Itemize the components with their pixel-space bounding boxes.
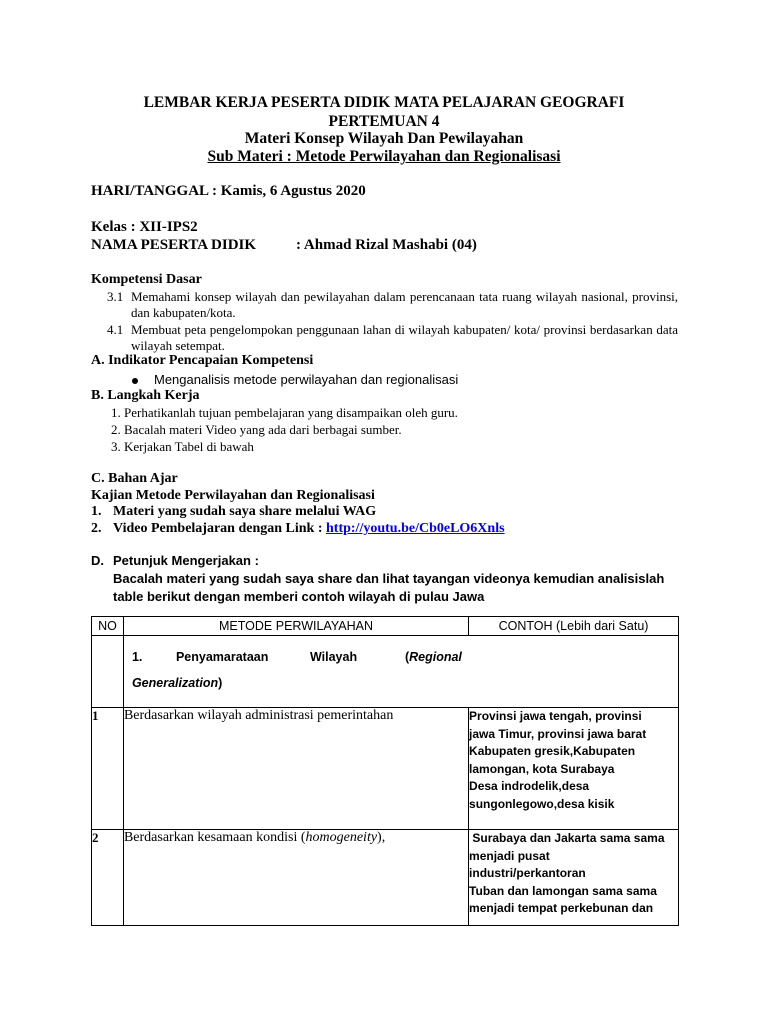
nama-value: : Ahmad Rizal Mashabi (04) (296, 237, 477, 253)
row-1-contoh-line: Desa indrodelik,desa (469, 779, 590, 793)
langkah-item-3: 3. Kerjakan Tabel di bawah (111, 439, 254, 454)
kompetensi-heading: Kompetensi Dasar (91, 272, 202, 287)
table-row (92, 830, 679, 926)
langkah-item-2: 2. Bacalah materi Video yang ada dari berbagai sumber. (111, 422, 402, 437)
row-1-contoh-line: Provinsi jawa tengah, provinsi (469, 709, 642, 723)
section-no-cell (92, 636, 124, 708)
section-num: 1. (131, 650, 143, 664)
header-metode: METODE PERWILAYAHAN (123, 617, 468, 636)
section-word-1: Penyamarataan (175, 650, 269, 664)
row-2-contoh-line: menjadi pusat (469, 848, 550, 863)
header-no: NO (92, 617, 124, 636)
row-2-metode-italic: homogeneity (305, 830, 378, 845)
row-2-no: 2 (92, 830, 124, 926)
indikator-text: Menganalisis metode perwilayahan dan regionalisasi (154, 372, 459, 387)
title-line-2: PERTEMUAN 4 (328, 113, 440, 130)
nama-label: NAMA PESERTA DIDIK (91, 237, 257, 253)
row-1-contoh-line: sungonlegowo,desa kisik (469, 796, 615, 811)
bahan-subheading: Kajian Metode Perwilayahan dan Regionalisasi (91, 488, 375, 503)
row-1-metode: Berdasarkan wilayah administrasi pemerintahan (123, 708, 468, 830)
petunjuk-text-1: Bacalah materi yang sudah saya share dan lihat tayangan videonya kemudian analisislah (113, 571, 665, 586)
section-title-cell (123, 636, 678, 708)
bullet-icon (132, 378, 138, 384)
table-row (92, 708, 679, 830)
row-2-contoh-line: industri/perkantoran (469, 866, 586, 880)
indikator-item (132, 372, 458, 387)
section-line-2: Generalization) (131, 676, 223, 690)
langkah-item-1: 1. Perhatikanlah tujuan pembelajaran yang disampaikan oleh guru. (111, 405, 458, 420)
section-italic-2: Generalization (131, 676, 219, 690)
row-2-contoh-line: Tuban dan lamongan sama sama (469, 883, 657, 898)
row-1-contoh (469, 708, 679, 830)
bahan-item-2-text: Video Pembelajaran dengan Link : (113, 521, 326, 536)
row-2-metode (123, 830, 468, 926)
kompetensi-text-2: Membuat peta pengelompokan penggunaan lahan di wilayah kabupaten/ kota/ provinsi berdasarkan data wilayah setempat. (131, 322, 678, 353)
section-word-2: Wilayah (309, 650, 358, 664)
indikator-heading: A. Indikator Pencapaian Kompetensi (91, 353, 314, 368)
bahan-item-2-num: 2. (91, 521, 102, 536)
title-line-1: LEMBAR KERJA PESERTA DIDIK MATA PELAJARAN GEOGRAFI (143, 94, 625, 111)
kelas: Kelas : XII-IPS2 (91, 219, 198, 235)
kompetensi-num-1: 3.1 (107, 289, 124, 304)
bahan-item-1-num: 1. (91, 504, 102, 519)
row-1-contoh-line: lamongan, kota Surabaya (469, 761, 615, 776)
table-section-row (92, 636, 679, 708)
header-contoh: CONTOH (Lebih dari Satu) (469, 617, 679, 636)
table-header-row (92, 617, 679, 636)
kompetensi-num-2: 4.1 (107, 322, 124, 337)
row-2-metode-pre: Berdasarkan kesamaan kondisi ( (123, 830, 306, 845)
row-1-contoh-line: jawa Timur, provinsi jawa barat (469, 726, 647, 741)
langkah-heading: B. Langkah Kerja (91, 388, 200, 403)
row-2-contoh-line: menjadi tempat perkebunan dan (469, 901, 654, 915)
petunjuk-heading: Petunjuk Mengerjakan : (113, 553, 259, 568)
row-2-metode-post: ), (377, 830, 386, 845)
metode-table (91, 616, 679, 926)
section-open-paren: (Regional (404, 650, 462, 664)
bahan-item-1: Materi yang sudah saya share melalui WAG (113, 504, 377, 519)
bahan-item-2 (113, 521, 505, 537)
kompetensi-text-1: Memahami konsep wilayah dan pewilayahan dalam perencanaan tata ruang wilayah nasional, provinsi, dan kabupaten/kota. (131, 289, 678, 320)
row-1-contoh-line: Kabupaten gresik,Kabupaten (469, 744, 636, 758)
hari-tanggal: HARI/TANGGAL : Kamis, 6 Agustus 2020 (91, 183, 366, 199)
row-2-contoh-line: Surabaya dan Jakarta sama sama (469, 831, 665, 845)
row-2-contoh (469, 830, 679, 926)
title-line-4: Sub Materi : Metode Perwilayahan dan Regionalisasi (207, 148, 561, 165)
title-line-3: Materi Konsep Wilayah Dan Pewilayahan (244, 130, 524, 147)
bahan-heading: C. Bahan Ajar (91, 471, 178, 486)
section-italic-1: Regional (409, 650, 462, 664)
petunjuk-num: D. (91, 553, 104, 568)
row-1-no: 1 (92, 708, 124, 830)
petunjuk-text-2: table berikut dengan memberi contoh wilayah di pulau Jawa (113, 589, 485, 604)
video-link[interactable]: http://youtu.be/Cb0eLO6Xnls (326, 521, 505, 536)
